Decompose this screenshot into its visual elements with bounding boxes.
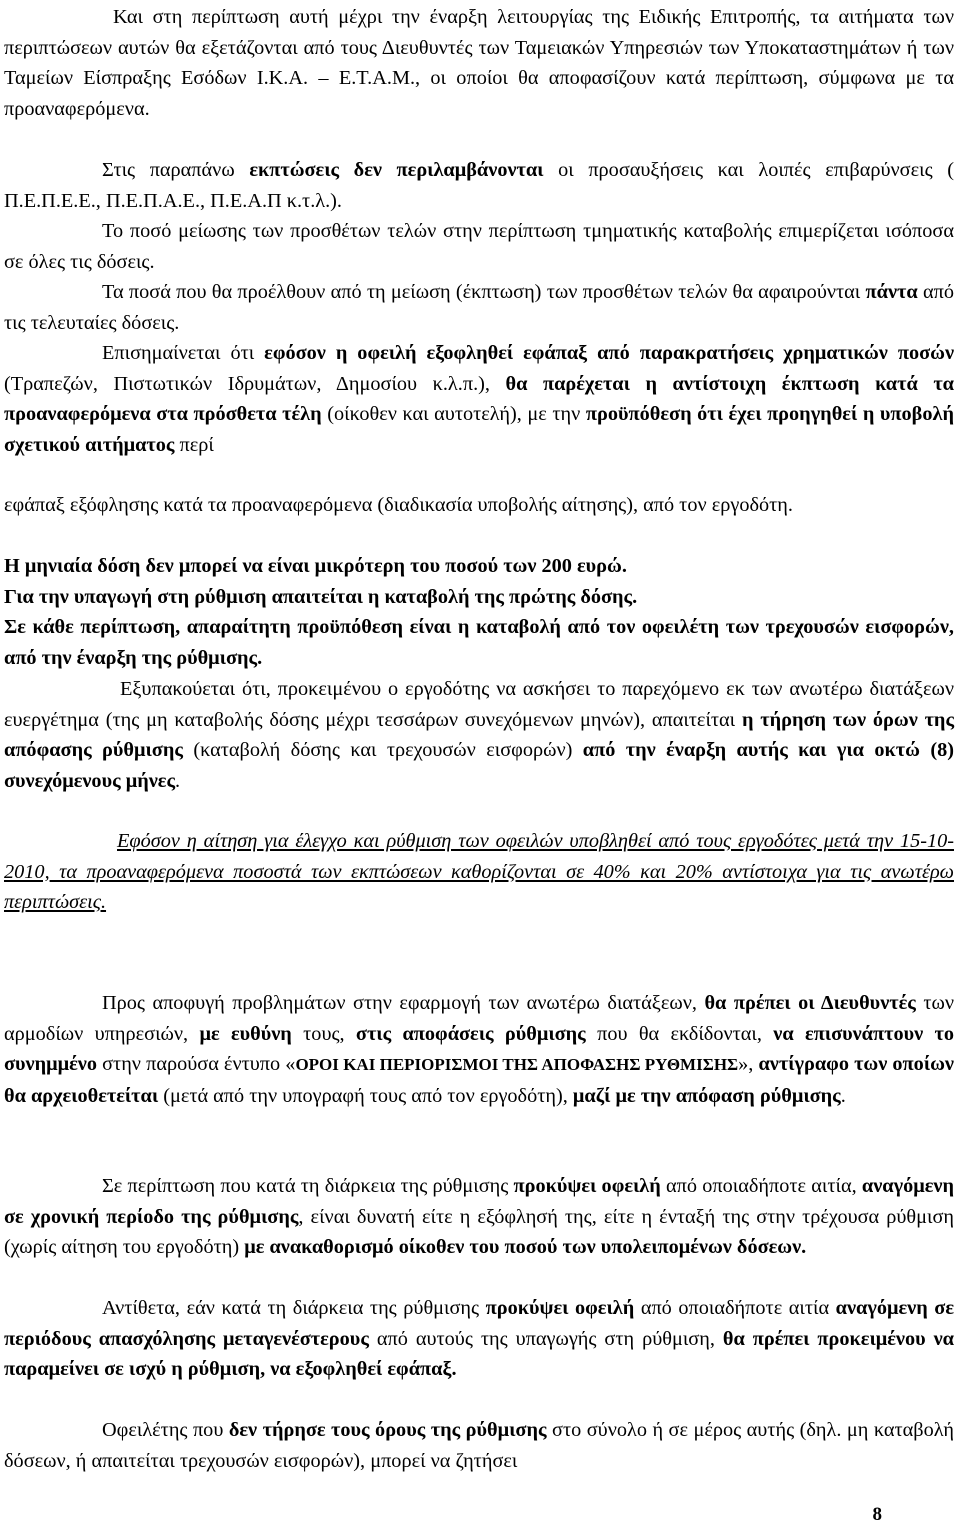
paragraph-discount-percentages: Εφόσον η αίτηση για έλεγχο και ρύθμιση των οφειλών υποβληθεί από τους εργοδότες μετά την 15-10-2010, τα προαναφερόμενα ποσοστά των εκπτώσεων καθορίζονται σε 40% και 20% αντίστοιχα για τις ανωτέρω περιπτώσεις.	[4, 830, 954, 914]
bold-line-first-installment: Για την υπαγωγή στη ρύθμιση απαιτείται η καταβολή της πρώτης δόσης.	[4, 586, 638, 608]
paragraph-lump-sum-withholding: Επισημαίνεται ότι εφόσον η οφειλή εξοφληθεί εφάπαξ από παρακρατήσεις χρηματικών ποσών (Τραπεζών, Πιστωτικών Ιδρυμάτων, Δημοσίου κ.λ.π.), θα παρέχεται η αντίστοιχη έκπτωση κατά τα προαναφερόμενα στα πρόσθετα τέλη (οίκοθεν και αυτοτελή), με την προϋπόθεση ότι έχει προηγηθεί η υποβολή σχετικού αιτήματος περί	[4, 342, 954, 456]
paragraph-lump-sum-procedure: εφάπαξ εξόφλησης κατά τα προαναφερόμενα (διαδικασία υποβολής αίτησης), από τον εργοδότη.	[4, 494, 793, 516]
paragraph-special-committee: Και στη περίπτωση αυτή μέχρι την έναρξη λειτουργίας της Ειδικής Επιτροπής, τα αιτήματα των περιπτώσεων αυτών θα εξετάζονται από τους Διευθυντές των Ταμειακών Υπηρεσιών των Υποκαταστημάτων ή των Ταμείων Είσπραξης Εσόδων Ι.Κ.Α. – Ε.Τ.Α.Μ., οι οποίοι θα αποφασίζουν κατά περίπτωση, σύμφωνα με τα προαναφερόμενα.	[4, 6, 954, 120]
paragraph-later-periods: Αντίθετα, εάν κατά τη διάρκεια της ρύθμισης προκύψει οφειλή από οποιαδήποτε αιτία αναγόμενη σε περιόδους απασχόλησης μεταγενέστερους από αυτούς της υπαγωγής στη ρύθμιση, θα πρέπει προκειμένου να παραμείνει σε ισχύ η ρύθμιση, να εξοφληθεί εφάπαξ.	[4, 1297, 954, 1381]
bold-paragraph-current-contributions: Σε κάθε περίπτωση, απαραίτητη προϋπόθεση είναι η καταβολή από τον οφειλέτη των τρεχουσών εισφορών, από την έναρξη της ρύθμισης.	[4, 616, 954, 669]
bold-line-minimum-installment: Η μηνιαία δόση δεν μπορεί να είναι μικρότερη του ποσού των 200 ευρώ.	[4, 555, 627, 577]
paragraph-eight-months: Εξυπακούεται ότι, προκειμένου ο εργοδότης να ασκήσει το παρεχόμενο εκ των ανωτέρω διατάξεων ευεργέτημα (της μη καταβολής δόσης μέχρι τεσσάρων συνεχόμενων μηνών), απαιτείται η τήρηση των όρων της απόφασης ρύθμισης (καταβολή δόσης και τρεχουσών εισφορών) από την έναρξη αυτής και για οκτώ (8) συνεχόμενους μήνες.	[4, 678, 955, 792]
paragraph-directors-attachment: Προς αποφυγή προβλημάτων στην εφαρμογή των ανωτέρω διατάξεων, θα πρέπει οι Διευθυντές των αρμοδίων υπηρεσιών, με ευθύνη τους, στις αποφάσεις ρύθμισης που θα εκδίδονται, να επισυνάπτουν το συνημμένο στην παρούσα έντυπο «ΟΡΟΙ ΚΑΙ ΠΕΡΙΟΡΙΣΜΟΙ ΤΗΣ ΑΠΟΦΑΣΗΣ ΡΥΘΜΙΣΗΣ», αντίγραφο των οποίων θα αρχειοθετείται (μετά από την υπογραφή τους από τον εργοδότη), μαζί με την απόφαση ρύθμισης.	[4, 992, 955, 1107]
paragraph-debt-during-settlement: Σε περίπτωση που κατά τη διάρκεια της ρύθμισης προκύψει οφειλή από οποιαδήποτε αιτία, αναγόμενη σε χρονική περίοδο της ρύθμισης, είναι δυνατή είτε η εξόφλησή της, είτε η ένταξή της στην τρέχουσα ρύθμιση (χωρίς αίτηση του εργοδότη) με ανακαθορισμό οίκοθεν του ποσού των υπολειπομένων δόσεων.	[4, 1175, 954, 1259]
paragraph-reduction-split: Το ποσό μείωσης των προσθέτων τελών στην περίπτωση τμηματικής καταβολής επιμερίζεται ισόποσα σε όλες τις δόσεις.	[4, 220, 954, 273]
paragraph-non-compliance: Οφειλέτης που δεν τήρησε τους όρους της ρύθμισης στο σύνολο ή σε μέρος αυτής (δηλ. μη καταβολή δόσεων, ή απαιτείται τρεχουσών εισφορών), μπορεί να ζητήσει	[4, 1419, 955, 1472]
paragraph-exclusions: Στις παραπάνω εκπτώσεις δεν περιλαμβάνονται οι προσαυξήσεις και λοιπές επιβαρύνσεις ( Π.Ε.Π.Ε.Ε., Π.Ε.Π.Α.Ε., Π.Ε.Α.Π κ.τ.λ.).	[4, 159, 954, 212]
page-number: 8	[872, 1504, 882, 1525]
paragraph-last-installments: Τα ποσά που θα προέλθουν από τη μείωση (έκπτωση) των προσθέτων τελών θα αφαιρούνται πάντα από τις τελευταίες δόσεις.	[4, 281, 954, 334]
